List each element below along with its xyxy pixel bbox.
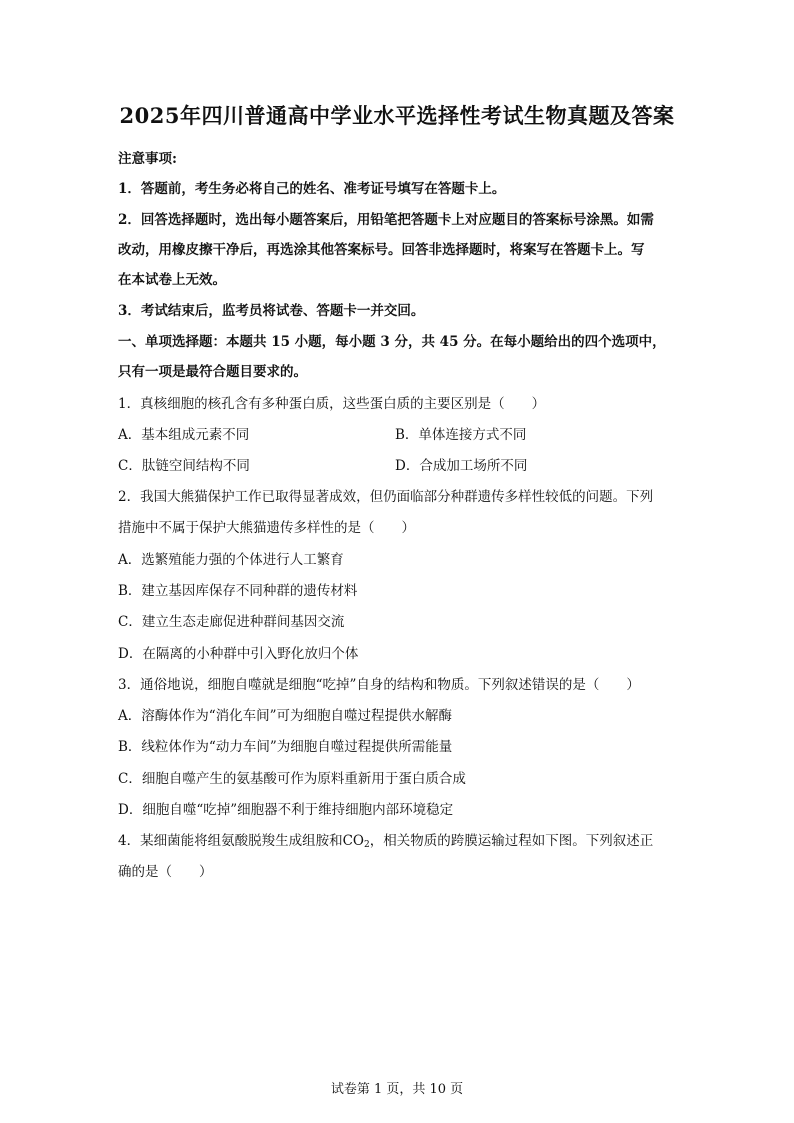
question-1-option-b: B．单体连接方式不同 <box>395 427 527 443</box>
notes-heading: 注意事项: <box>118 151 177 167</box>
section-heading-line-1: 一、单项选择题：本题共 15 小题，每小题 3 分，共 45 分。在每小题给出的四个选项中， <box>118 334 666 350</box>
note-item-2-line-2: 改动，用橡皮擦干净后，再选涂其他答案标号。回答非选择题时，将案写在答题卡上。写 <box>118 242 645 258</box>
question-4-stem-line-1 <box>118 832 653 854</box>
question-4-stem-text-cont: ，相关物质的跨膜运输过程如下图。下列叙述正 <box>369 833 654 849</box>
note-item-1: 1．答题前，考生务必将自己的姓名、准考证号填写在答题卡上。 <box>118 181 506 197</box>
question-2-option-d: D．在隔离的小种群中引入野化放归个体 <box>118 646 359 662</box>
question-2-stem-line-1: 2．我国大熊猫保护工作已取得显著成效，但仍面临部分种群遗传多样性较低的问题。下列 <box>118 489 654 505</box>
question-2-option-c: C．建立生态走廊促进种群间基因交流 <box>118 614 345 630</box>
question-3-option-a: A．溶酶体作为“消化车间”可为细胞自噬过程提供水解酶 <box>118 708 453 724</box>
question-2-stem-line-2: 措施中不属于保护大熊猫遗传多样性的是（ ） <box>118 520 415 536</box>
question-4-stem-text: 4．某细菌能将组氨酸脱羧生成组胺和CO <box>118 833 364 849</box>
question-3-option-d: D．细胞自噬“吃掉”细胞器不利于维持细胞内部环境稳定 <box>118 802 454 818</box>
question-4-stem-line-2: 确的是（ ） <box>118 864 213 880</box>
question-1-option-d: D．合成加工场所不同 <box>395 458 528 474</box>
note-item-3: 3．考试结束后，监考员将试卷、答题卡一并交回。 <box>118 303 425 319</box>
question-3-option-b: B．线粒体作为“动力车间”为细胞自噬过程提供所需能量 <box>118 739 453 755</box>
question-1-stem: 1．真核细胞的核孔含有多种蛋白质，这些蛋白质的主要区别是（ ） <box>118 396 546 412</box>
question-1-option-c: C．肽链空间结构不同 <box>118 458 250 474</box>
question-3-option-c: C．细胞自噬产生的氨基酸可作为原料重新用于蛋白质合成 <box>118 771 466 787</box>
question-2-option-b: B．建立基因库保存不同种群的遗传材料 <box>118 583 358 599</box>
note-item-2-line-3: 在本试卷上无效。 <box>118 272 226 288</box>
section-heading-line-2: 只有一项是最符合题目要求的。 <box>118 364 307 380</box>
question-3-stem: 3．通俗地说，细胞自噬就是细胞“吃掉”自身的结构和物质。下列叙述错误的是（ ） <box>118 677 640 693</box>
co2-subscript: 2 <box>364 840 370 850</box>
page-title: 2025年四川普通高中学业水平选择性考试生物真题及答案 <box>119 103 675 128</box>
note-item-2-line-1: 2．回答选择题时，选出每小题答案后，用铅笔把答题卡上对应题目的答案标号涂黑。如需 <box>118 212 654 228</box>
page-footer: 试卷第 1 页，共 10 页 <box>330 1082 464 1097</box>
question-2-option-a: A．选繁殖能力强的个体进行人工繁育 <box>118 552 344 568</box>
question-1-option-a: A．基本组成元素不同 <box>118 427 250 443</box>
